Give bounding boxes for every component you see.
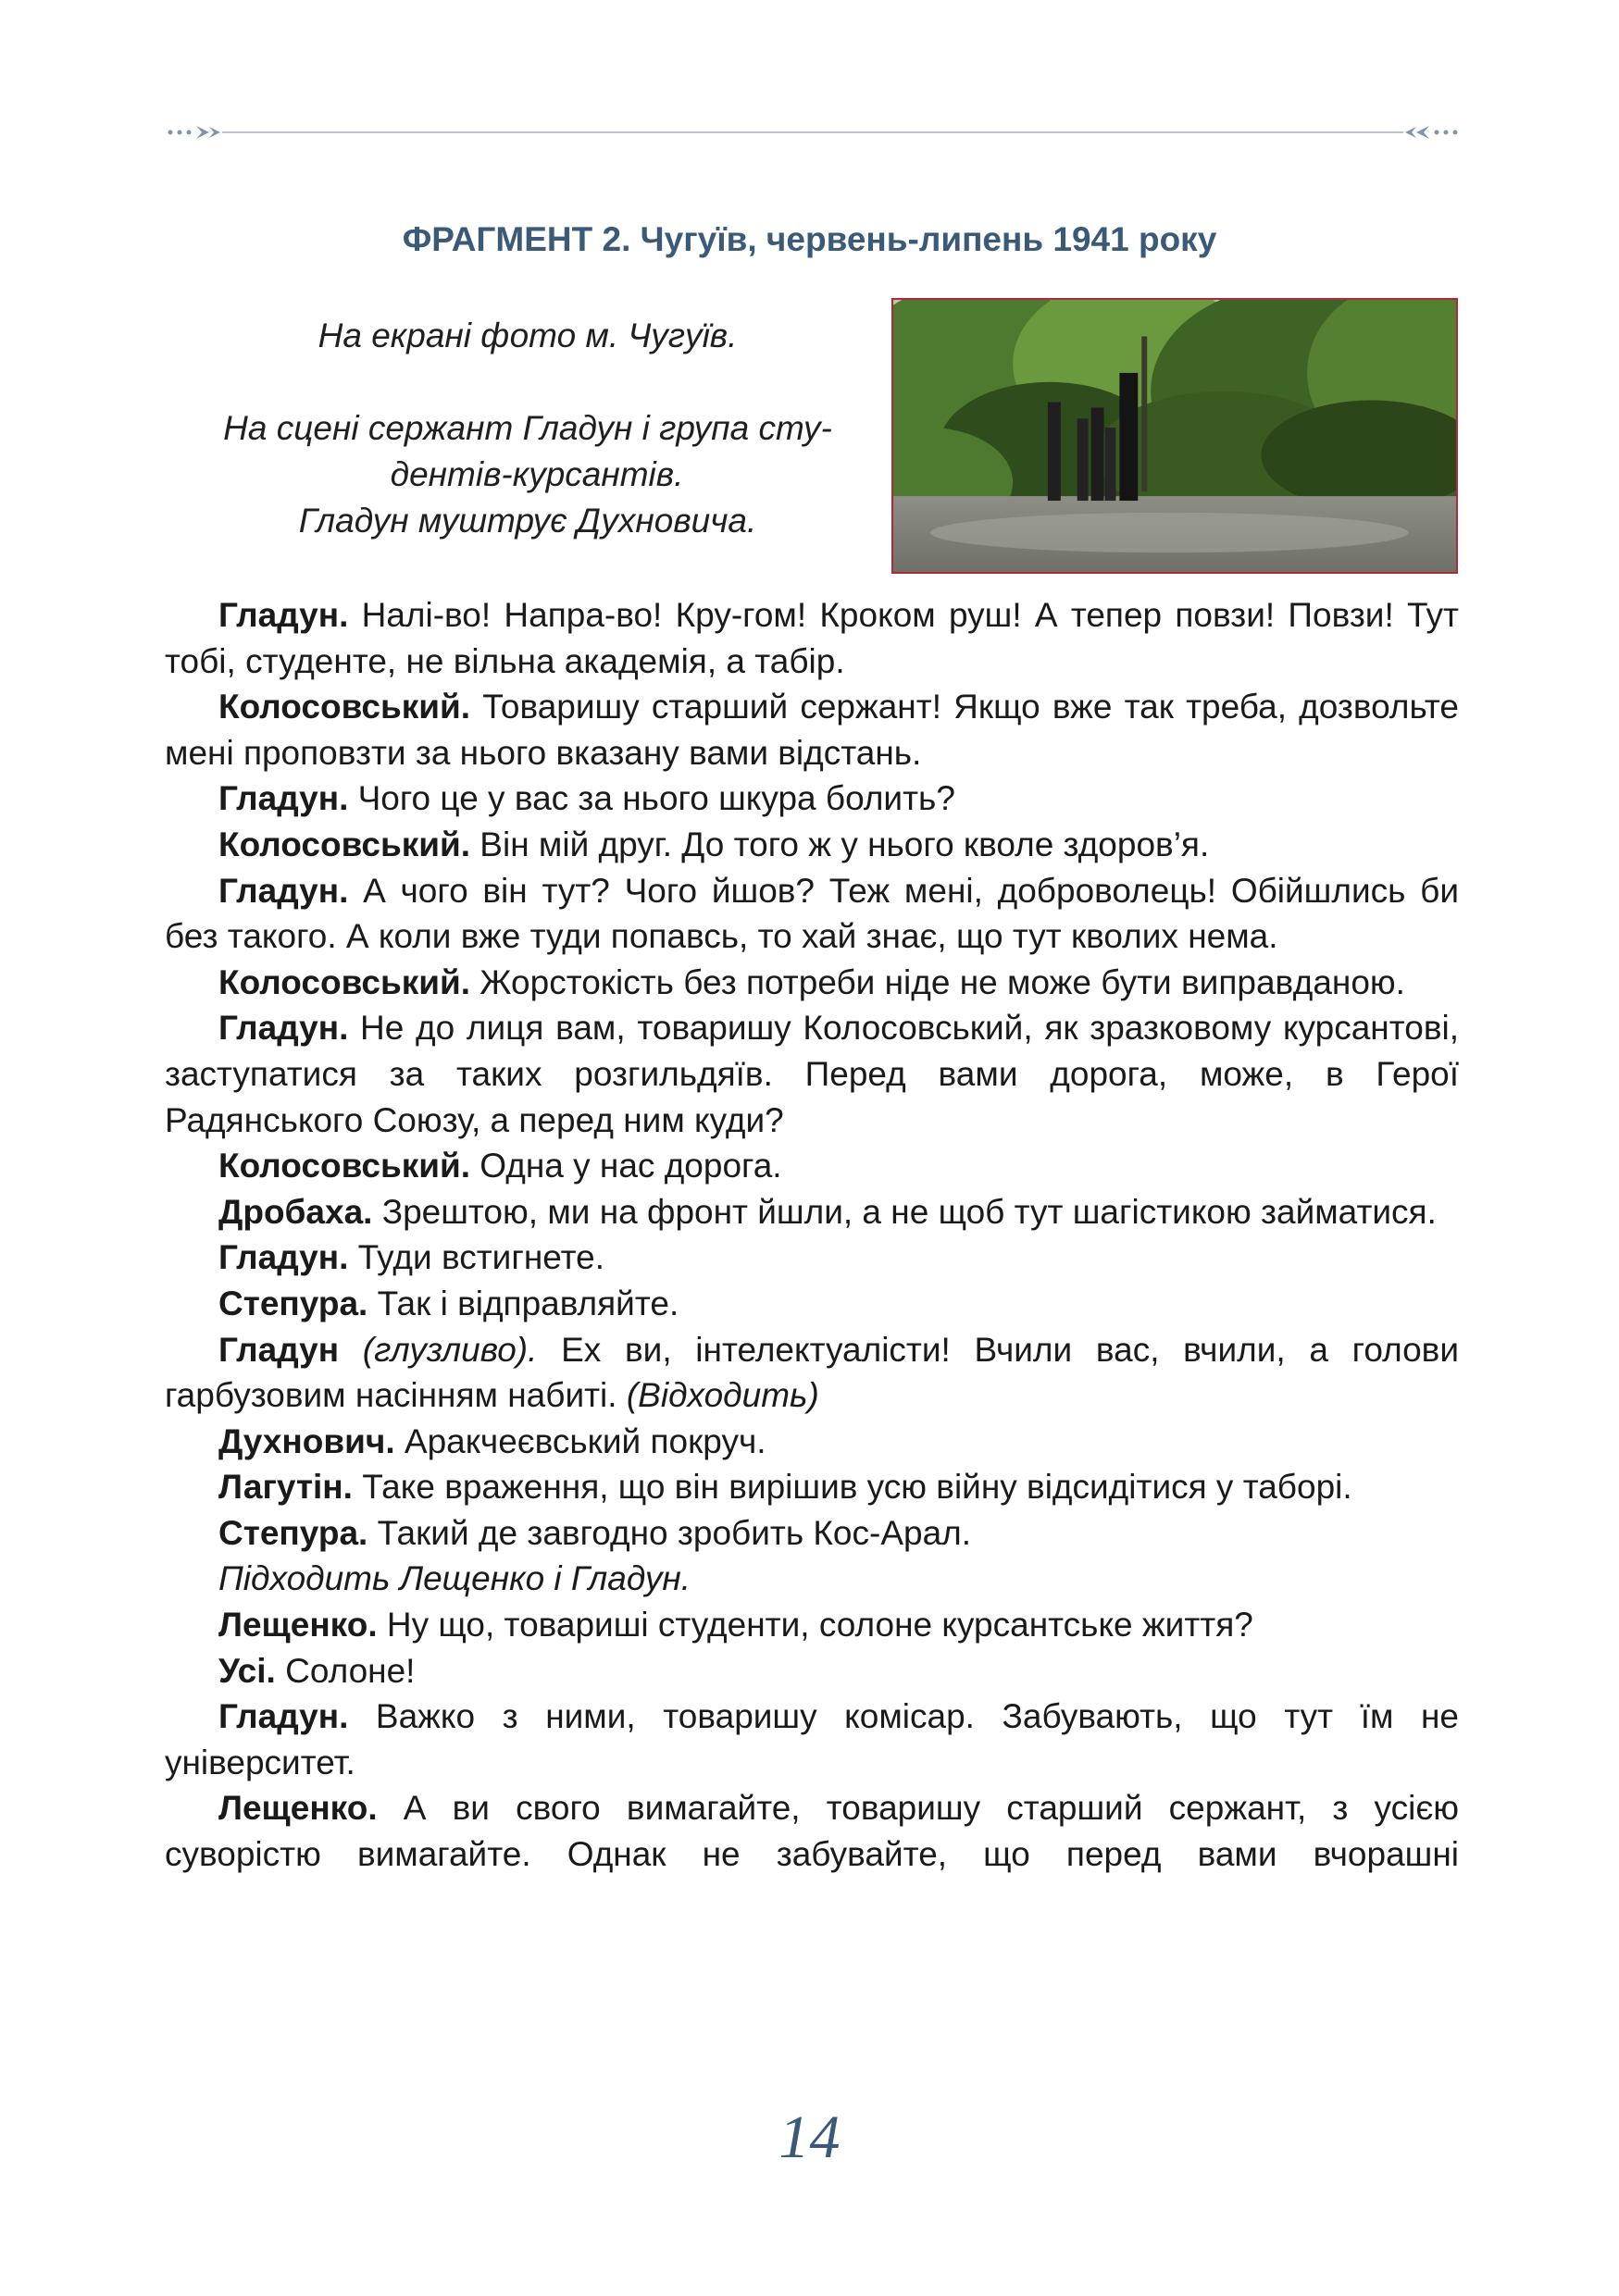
line-text: Таке враження, що він вирішив усю війну відсидітися у таборі. — [352, 1468, 1352, 1507]
dialogue-line — [165, 868, 1459, 960]
direction: Підходить Лещенко і Гладун. — [218, 1559, 691, 1598]
speaker: Лещенко. — [218, 1606, 378, 1644]
stage-direction: Гладун муштрує Духновича. — [298, 502, 757, 540]
dialogue-line — [165, 1281, 1459, 1327]
stage-directions — [176, 313, 879, 359]
ornament-left — [168, 126, 221, 139]
speaker: Духнович. — [218, 1421, 395, 1460]
dialogue-line — [165, 1005, 1459, 1143]
speaker: Дробаха. — [218, 1192, 373, 1231]
fragment-heading: ФРАГМЕНТ 2. Чугуїв, червень-липень 1941 року — [402, 220, 1217, 258]
dialogue-line — [165, 592, 1459, 684]
line-text: Жорстокість без потреби ніде не може бути виправданою. — [470, 962, 1405, 1001]
line-text: Такий де завгодно зробить Кос-Арал. — [367, 1513, 972, 1552]
line-text: Зрештою, ми на фронт йшли, а не щоб тут шагістикою займатися. — [372, 1192, 1437, 1231]
dialogue-line — [165, 684, 1459, 776]
line-text: Товаришу старший сержант! Якщо вже так треба, дозвольте мені проповзти за нього вказану вами відстань. — [165, 688, 1459, 772]
park-image — [893, 300, 1456, 572]
chuhuiv-photo — [891, 298, 1458, 574]
line-text: Аракчеєвський покруч. — [394, 1421, 766, 1460]
dialogue-line — [165, 1602, 1459, 1648]
line-text: А чого він тут? Чого йшов? Теж мені, доброволець! Обійшлись би без такого. А коли вже туди попавсь, то хай знає, що тут кволих нема. — [165, 871, 1459, 956]
speaker: Колосовський. — [218, 825, 471, 863]
stage-direction: дентів-курсантів. — [390, 455, 684, 493]
dialogue-line — [165, 1419, 1459, 1465]
stage-directions-block — [176, 405, 879, 544]
speaker: Лещенко. — [218, 1789, 378, 1828]
line-text: Він мій друг. До того ж у нього кволе здоров’я. — [470, 825, 1210, 863]
line-text: Чого це у вас за нього шкура болить? — [348, 779, 955, 818]
dialogue-line — [165, 822, 1459, 868]
dialogue-line — [165, 1143, 1459, 1189]
speaker: Колосовський. — [218, 688, 471, 726]
line-text: Туди встигнете. — [348, 1238, 604, 1277]
speaker: Усі. — [218, 1651, 276, 1690]
speaker: Степура. — [218, 1284, 368, 1322]
speaker: Гладун — [218, 1330, 340, 1369]
dialogue-line — [165, 1327, 1459, 1419]
dialogue-line — [165, 1648, 1459, 1694]
ornament-divider — [165, 118, 1461, 146]
dialogue-line — [165, 1189, 1459, 1235]
page-number: 14 — [778, 2104, 841, 2171]
dialogue-line — [165, 960, 1459, 1006]
line-text: Солоне! — [275, 1651, 416, 1690]
line-text: А ви свого вимагайте, товаришу старший сержант, з усією суворістю вимагайте. Однак не забувайте, що перед вами вчорашні — [165, 1789, 1459, 1874]
speaker: Лагутін. — [218, 1468, 353, 1507]
stage-direction: На сцені сержант Гладун і група сту- — [223, 409, 832, 447]
line-text: Ну що, товариші студенти, солоне курсантське життя? — [377, 1606, 1253, 1644]
speaker: Гладун. — [218, 1697, 349, 1736]
speaker: Гладун. — [218, 596, 349, 634]
speaker: Гладун. — [218, 1009, 349, 1048]
dialogue-line — [165, 1694, 1459, 1785]
speaker: Гладун. — [218, 779, 349, 818]
speaker: Степура. — [218, 1513, 368, 1552]
dialogue-line — [165, 1785, 1459, 1877]
stage-direction-line — [165, 1556, 1459, 1602]
line-text: Одна у нас дорога. — [470, 1147, 782, 1185]
dialogue — [165, 592, 1459, 1878]
speaker: Гладун. — [218, 871, 349, 910]
aside: (Відходить) — [626, 1376, 819, 1415]
speaker: Гладун. — [218, 1238, 349, 1277]
speaker: Колосовський. — [218, 962, 471, 1001]
dialogue-line — [165, 1464, 1459, 1510]
speaker: Колосовський. — [218, 1147, 471, 1185]
dialogue-line — [165, 776, 1459, 822]
line-text: Важко з ними, товаришу комісар. Забувають, що тут їм не університет. — [165, 1697, 1459, 1781]
ornament-right — [1405, 126, 1458, 139]
dialogue-line — [165, 1510, 1459, 1557]
stage-direction: На екрані фото м. Чугуїв. — [318, 316, 738, 354]
dialogue-line — [165, 1235, 1459, 1281]
line-text: Не до лиця вам, товаришу Колосовський, як зразковому курсантові, заступатися за таких розгильдяїв. Перед вами дорога, може, в Герої Радянського Союзу, а перед ним куди? — [165, 1009, 1459, 1139]
line-text: Ех ви, інтелектуалісти! Вчили вас, вчили, а голови гарбузовим насінням набиті. — [165, 1330, 1459, 1415]
aside: (глузливо). — [339, 1330, 538, 1369]
line-text: Так і відправляйте. — [367, 1284, 679, 1322]
line-text: Налі-во! Напра-во! Кру-гом! Кроком руш! А тепер повзи! Повзи! Тут тобі, студенте, не вільна академія, а табір. — [165, 596, 1459, 680]
